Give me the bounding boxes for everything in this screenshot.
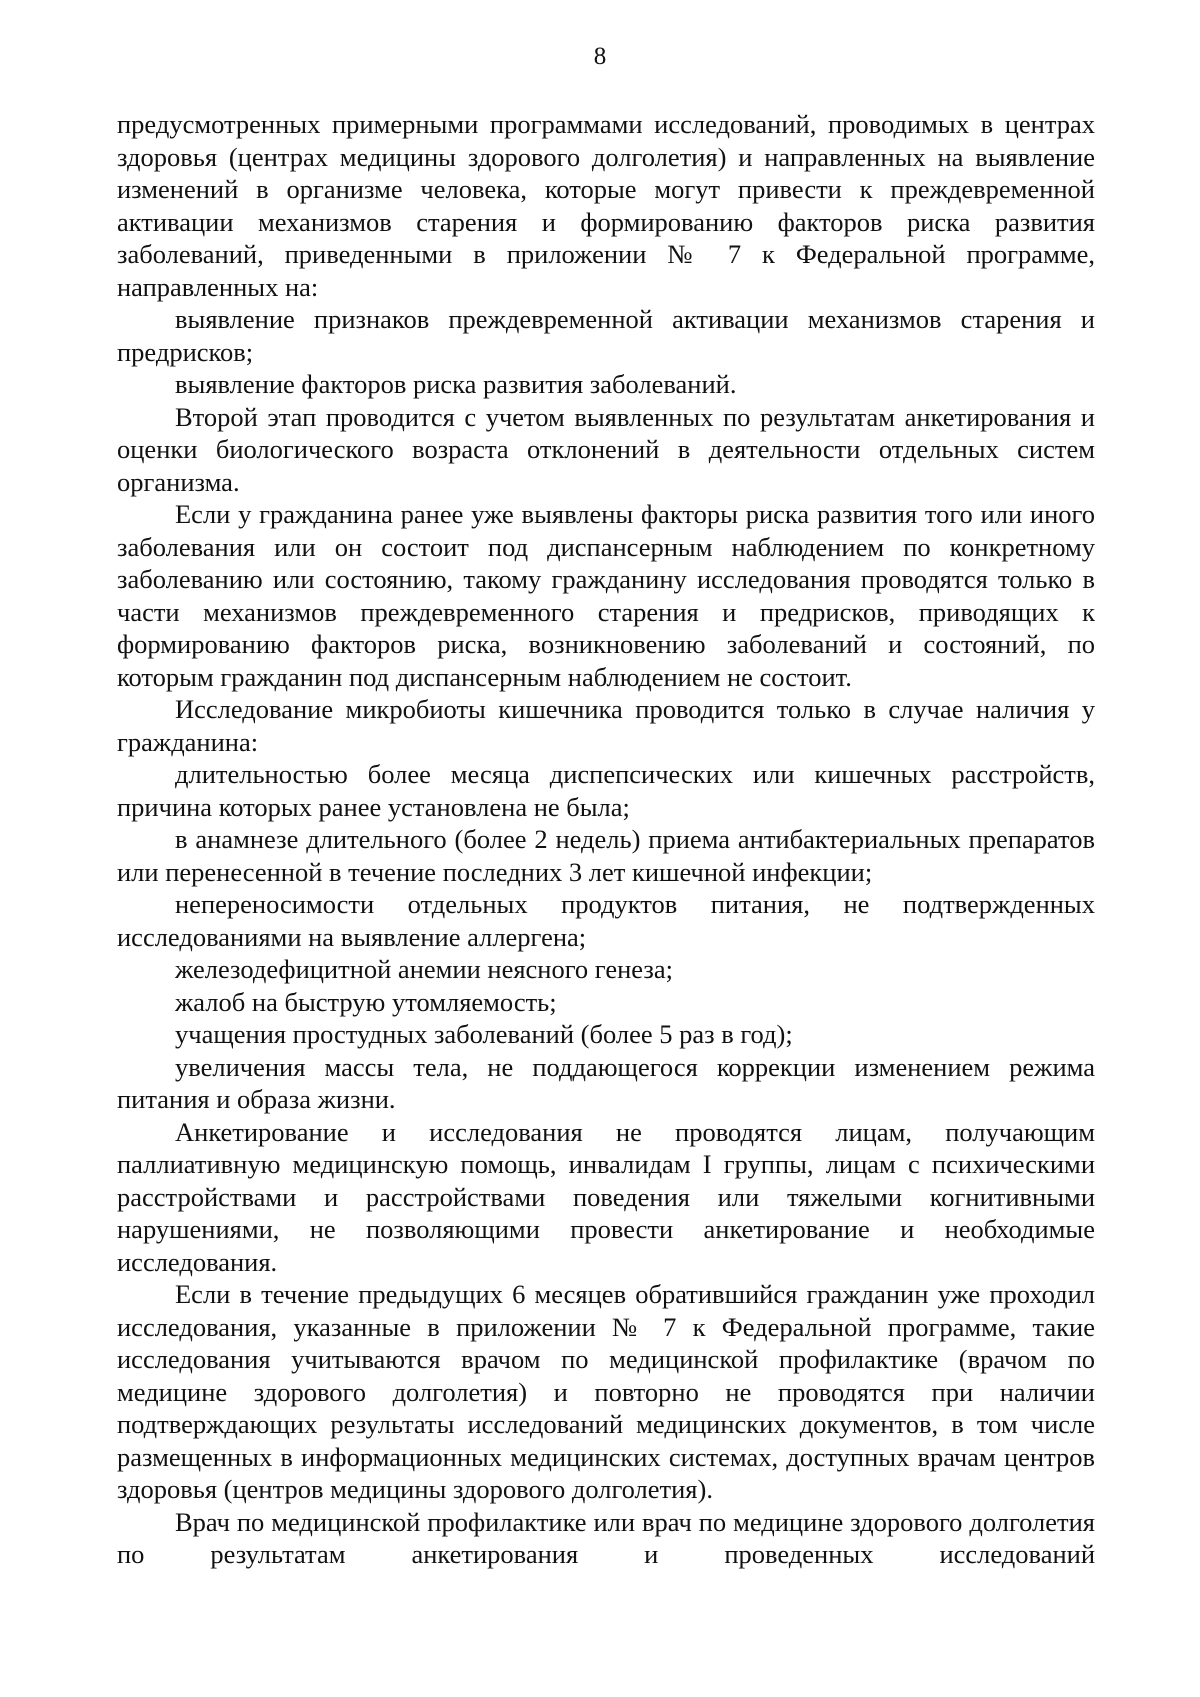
list-item: увеличения массы тела, не поддающегося коррекции изменением режима питания и образа жизни.	[117, 1051, 1095, 1114]
list-item: непереносимости отдельных продуктов питания, не подтвержденных исследованиями на выявление аллергена;	[117, 889, 1095, 952]
list-item: длительностью более месяца диспепсических или кишечных расстройств, причина которых ранее установлена не была;	[117, 759, 1095, 822]
list-item: учащения простудных заболеваний (более 5 раз в год);	[175, 1019, 793, 1049]
paragraph: Исследование микробиоты кишечника проводится только в случае наличия у гражданина:	[117, 694, 1095, 757]
list-item: жалоб на быструю утомляемость;	[175, 986, 557, 1017]
paragraph-continuation: предусмотренных примерными программами исследований, проводимых в центрах здоровья (центрах медицины здорового долголетия) и направленных на выявление изменений в организме человека, которые могут привести к преждевременной активации механизмов старения и формированию факторов риска развития заболеваний, приведенными в приложении № 7 к Федеральной программе, направленных на:	[117, 109, 1095, 302]
list-item: выявление признаков преждевременной активации механизмов старения и предрисков;	[117, 304, 1095, 367]
list-item: железодефицитной анемии неясного генеза;	[175, 954, 673, 984]
list-item: в анамнезе длительного (более 2 недель) приема антибактериальных препаратов или перенесенной в течение последних 3 лет кишечной инфекции;	[117, 824, 1095, 887]
paragraph-continued-next-page: Врач по медицинской профилактике или врач по медицине здорового долголетия по результатам анкетирования и проведенных исследований	[117, 1506, 1095, 1569]
paragraph: Второй этап проводится с учетом выявленных по результатам анкетирования и оценки биологического возраста отклонений в деятельности отдельных систем организма.	[117, 401, 1095, 497]
paragraph: Если в течение предыдущих 6 месяцев обратившийся гражданин уже проходил исследования, указанные в приложении № 7 к Федеральной программе, такие исследования учитываются врачом по медицинской профилактике (врачом по медицине здорового долголетия) и повторно не проводятся при наличии подтверждающих результаты исследований медицинских документов, в том числе размещенных в информационных медицинских системах, доступных врачам центров здоровья (центров медицины здорового долголетия).	[117, 1279, 1095, 1504]
paragraph: Анкетирование и исследования не проводятся лицам, получающим паллиативную медицинскую помощь, инвалидам I группы, лицам с психическими расстройствами и расстройствами поведения или тяжелыми когнитивными нарушениями, не позволяющими провести анкетирование и необходимые исследования.	[117, 1116, 1095, 1277]
page-number: 8	[593, 43, 607, 70]
list-item: выявление факторов риска развития заболеваний.	[175, 369, 737, 399]
paragraph: Если у гражданина ранее уже выявлены факторы риска развития того или иного заболевания или он состоит под диспансерным наблюдением по конкретному заболеванию или состоянию, такому гражданину исследования проводятся только в части механизмов преждевременного старения и предрисков, приводящих к формированию факторов риска, возникновению заболеваний и состояний, по которым гражданин под диспансерным наблюдением не состоит.	[117, 499, 1095, 692]
document-body	[117, 108, 1095, 1571]
